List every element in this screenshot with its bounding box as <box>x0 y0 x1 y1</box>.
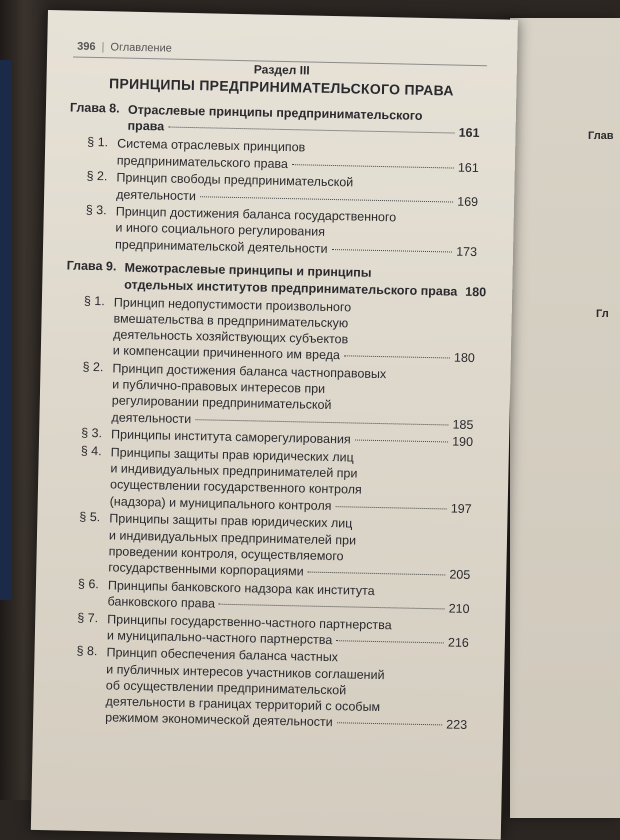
dot-leader <box>168 127 454 134</box>
page-ref: 197 <box>451 500 472 516</box>
paragraph-label: § 7. <box>77 610 98 624</box>
page-ref: 180 <box>465 283 486 299</box>
entry-text: Принципы государственно-частного партнерства <box>107 611 392 633</box>
entry-text: (надзора) и муниципального контроля <box>110 493 332 514</box>
running-header: 396 | Оглавление <box>77 41 172 55</box>
entry-text: отдельных институтов предпринимательского права <box>124 276 457 299</box>
dot-leader <box>344 356 450 359</box>
dot-leader <box>200 196 453 202</box>
entry-text: вмешательства в предпринимательскую <box>113 310 348 331</box>
page-number: 396 <box>77 41 96 53</box>
entry-text: Принципы защиты прав юридических лиц <box>111 444 354 465</box>
entry-text: Принцип обеспечения баланса частных <box>106 645 338 666</box>
entry-text: Система отраслевых принципов <box>117 136 305 156</box>
entry-text: режимом экономической деятельности <box>105 710 333 731</box>
paragraph-label: § 2. <box>86 169 107 183</box>
paragraph-label: § 5. <box>79 510 100 524</box>
entry-text: и публичных интересов участников соглашений <box>106 661 385 683</box>
entry-text: проведении контроля, осуществляемого <box>109 543 344 564</box>
entry-text: предпринимательского права <box>117 152 288 172</box>
entry-text: осуществлении государственного контроля <box>110 477 362 498</box>
entry-text: и публично-правовых интересов при <box>112 377 325 397</box>
entry-text: государственными корпорациями <box>108 559 304 579</box>
entry-text: Принцип свободы предпринимательской <box>116 170 353 191</box>
paragraph-label: § 6. <box>78 576 99 590</box>
entry-text: деятельность хозяйствующих субъектов <box>113 327 348 348</box>
running-title: Оглавление <box>110 41 172 54</box>
entry-text: права <box>127 118 164 135</box>
entry-text: Принципы института саморегулирования <box>111 427 351 448</box>
entry-text: регулировании предпринимательской <box>112 393 332 414</box>
entry-text: и индивидуальных предпринимателей при <box>109 527 356 548</box>
dot-leader <box>337 722 443 725</box>
page-ref: 216 <box>448 634 469 650</box>
book-cover-edge <box>0 60 12 600</box>
page-ref: 205 <box>449 566 470 582</box>
entry-text: банковского права <box>107 593 215 611</box>
chapter-label: Глава 9. <box>67 259 117 274</box>
dot-leader <box>336 506 447 509</box>
entry-text: Принципы защиты прав юридических лиц <box>109 511 352 532</box>
entry-text: деятельности <box>116 186 196 204</box>
page-ref: 185 <box>452 416 473 432</box>
dot-leader <box>219 604 445 610</box>
entry-text: Межотраслевые принципы и принципы <box>124 260 371 281</box>
page-ref: 190 <box>452 434 473 450</box>
dot-leader <box>195 419 448 425</box>
page-ref: 161 <box>458 159 479 175</box>
page-ref: 180 <box>454 350 475 366</box>
entry-text: Принципы банковского надзора как института <box>108 577 375 599</box>
paragraph-label: § 1. <box>87 135 108 149</box>
entry-text: Принцип недопустимости произвольного <box>114 294 352 315</box>
paragraph-label: § 1. <box>84 294 105 308</box>
paragraph-label: § 3. <box>81 426 102 440</box>
table-of-contents <box>70 100 480 109</box>
entry-text: и компенсации причиненного им вреда <box>113 343 340 364</box>
paragraph-label: § 8. <box>76 644 97 658</box>
entry-text: Принцип достижения баланса частноправовых <box>112 360 386 382</box>
page-ref: 161 <box>458 125 479 141</box>
facing-page <box>510 18 620 818</box>
dot-leader <box>336 640 444 643</box>
entry-text: и иного социального регулирования <box>115 220 325 240</box>
paragraph-label: § 4. <box>81 444 102 458</box>
section-label: Раздел III <box>67 58 497 81</box>
section-title: ПРИНЦИПЫ ПРЕДПРИНИМАТЕЛЬСКОГО ПРАВА <box>66 74 496 99</box>
chapter-label: Глава 8. <box>70 100 120 115</box>
page-ref: 169 <box>457 193 478 209</box>
facing-page-label: Гл <box>596 308 609 320</box>
page-ref: 173 <box>456 243 477 259</box>
page-ref: 223 <box>446 717 467 733</box>
paragraph-label: § 3. <box>86 203 107 217</box>
book-page <box>31 10 518 840</box>
dot-leader <box>292 164 454 168</box>
dot-leader <box>355 440 449 443</box>
entry-text: деятельности <box>111 409 191 427</box>
entry-text: деятельности в границах территорий с особым <box>105 693 380 715</box>
entry-text: и муниципально-частного партнерства <box>107 627 333 648</box>
paragraph-label: § 2. <box>82 360 103 374</box>
entry-text: предпринимательской деятельности <box>115 236 328 256</box>
entry-text: и индивидуальных предпринимателей при <box>110 461 357 482</box>
entry-text: Отраслевые принципы предпринимательского <box>128 102 423 124</box>
entry-text: Принцип достижения баланса государственного <box>116 204 397 226</box>
dot-leader <box>332 249 453 253</box>
facing-page-label: Глав <box>588 130 614 142</box>
page-ref: 210 <box>449 600 470 616</box>
dot-leader <box>308 571 446 575</box>
entry-text: об осуществлении предпринимательской <box>106 677 347 698</box>
